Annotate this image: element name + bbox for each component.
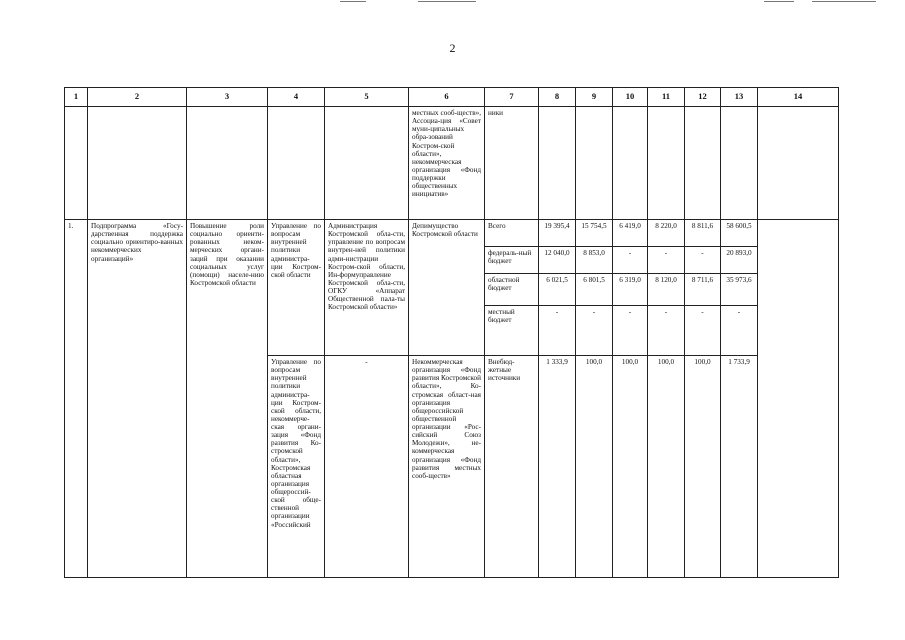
continuation-row — [65, 107, 839, 220]
column-header: 10 — [613, 88, 648, 107]
scan-line — [340, 1, 366, 2]
cell-empty — [576, 107, 613, 220]
co-executors: Администрация Костромской обла-сти, управление по вопросам внутрен-ней политики адми-нистрации Костром-ской области, Ин-формуправление Костромской обла-сти, ОГКУ «Аппарат Общественной пала-ты Костромской области» — [325, 220, 409, 356]
task-description: Повышение роли социально ориенти-рованных неком-мерческих органи-заций при оказании социальных услуг (помощи) населе-нию Костромской области — [187, 220, 268, 578]
value-cell: 8 811,6 — [685, 220, 721, 247]
cell-empty — [758, 107, 839, 220]
value-cell: - — [685, 247, 721, 274]
cell-empty — [758, 220, 839, 578]
cell-empty — [539, 107, 576, 220]
value-cell: 6 021,5 — [539, 274, 576, 306]
cell-empty — [187, 107, 268, 220]
value-cell: - — [576, 306, 613, 356]
continuation-source: ники — [485, 107, 539, 220]
funding-source: местный бюджет — [485, 306, 539, 356]
item-number: 1. — [65, 220, 88, 578]
responsible-executor: Управление по вопросам внутренней политики администра-ции Костром-ской области — [268, 220, 325, 356]
funding-source: Всего — [485, 220, 539, 247]
value-cell: 100,0 — [685, 356, 721, 578]
column-header: 8 — [539, 88, 576, 107]
cell-empty — [325, 107, 409, 220]
column-number-row — [65, 88, 839, 107]
value-cell: 1 333,9 — [539, 356, 576, 578]
value-cell: - — [648, 247, 685, 274]
column-header: 5 — [325, 88, 409, 107]
value-cell: 100,0 — [613, 356, 648, 578]
column-header: 9 — [576, 88, 613, 107]
value-cell: 20 893,0 — [721, 247, 758, 274]
column-header: 1 — [65, 88, 88, 107]
program-table — [64, 87, 839, 578]
value-cell: - — [648, 306, 685, 356]
column-header: 6 — [409, 88, 485, 107]
cell-empty — [613, 107, 648, 220]
value-cell: 100,0 — [648, 356, 685, 578]
value-cell: 6 801,5 — [576, 274, 613, 306]
scan-line — [764, 1, 794, 2]
value-cell: 12 040,0 — [539, 247, 576, 274]
responsible-executor: Управление по вопросам внутренней политики администра-ции Костром-ской области, некоммерче-ская органи-зация «Фонд развития Ко-стромской области», Костромская областная организация общероссий-ской обще-ственной организации «Российский — [268, 356, 325, 578]
column-header: 13 — [721, 88, 758, 107]
continuation-recipient: местных сооб-ществ», Ассоциа-ция «Совет муни-ципальных обра-зований Костром-ской области», некоммерческая организация «Фонд поддержки общественных инициатив» — [409, 107, 485, 220]
column-header: 14 — [758, 88, 839, 107]
column-header: 3 — [187, 88, 268, 107]
cell-empty — [88, 107, 187, 220]
funding-source: Внебюд-жетные источники — [485, 356, 539, 578]
value-cell: 6 319,0 — [613, 274, 648, 306]
value-cell: - — [539, 306, 576, 356]
value-cell: 8 220,0 — [648, 220, 685, 247]
value-cell: 8 120,0 — [648, 274, 685, 306]
value-cell: 6 419,0 — [613, 220, 648, 247]
value-cell: 19 395,4 — [539, 220, 576, 247]
recipient: Некоммерческая организация «Фонд развития Костромской области», Ко-стромская област-ная организация общероссийской общественной организации «Рос-сийский Союз Молодежи», не-коммерческая организация «Фонд развития местных сооб-ществ» — [409, 356, 485, 578]
page-number: 2 — [449, 41, 456, 55]
scan-line — [812, 1, 876, 2]
scan-line — [418, 1, 476, 2]
value-cell: 1 733,9 — [721, 356, 758, 578]
funding-source: областной бюджет — [485, 274, 539, 306]
cell-empty — [648, 107, 685, 220]
value-cell: - — [685, 306, 721, 356]
value-cell: 8 853,0 — [576, 247, 613, 274]
column-header: 12 — [685, 88, 721, 107]
value-cell: 35 973,6 — [721, 274, 758, 306]
cell-empty — [268, 107, 325, 220]
cell-empty — [65, 107, 88, 220]
co-executors: - — [325, 356, 409, 578]
column-header: 2 — [88, 88, 187, 107]
value-cell: - — [613, 247, 648, 274]
value-cell: 58 600,5 — [721, 220, 758, 247]
subprogram-name: Подпрограмма «Госу-дарственная поддержка социально ориентиро-ванных некоммерческих организаций» — [88, 220, 187, 578]
value-cell: - — [721, 306, 758, 356]
value-cell: - — [613, 306, 648, 356]
value-cell: 15 754,5 — [576, 220, 613, 247]
column-header: 4 — [268, 88, 325, 107]
column-header: 11 — [648, 88, 685, 107]
cell-empty — [721, 107, 758, 220]
funding-source: федераль-ный бюджет — [485, 247, 539, 274]
recipient: Депимущество Костромской области — [409, 220, 485, 356]
value-cell: 8 711,6 — [685, 274, 721, 306]
column-header: 7 — [485, 88, 539, 107]
value-cell: 100,0 — [576, 356, 613, 578]
table-row — [65, 220, 839, 247]
cell-empty — [685, 107, 721, 220]
